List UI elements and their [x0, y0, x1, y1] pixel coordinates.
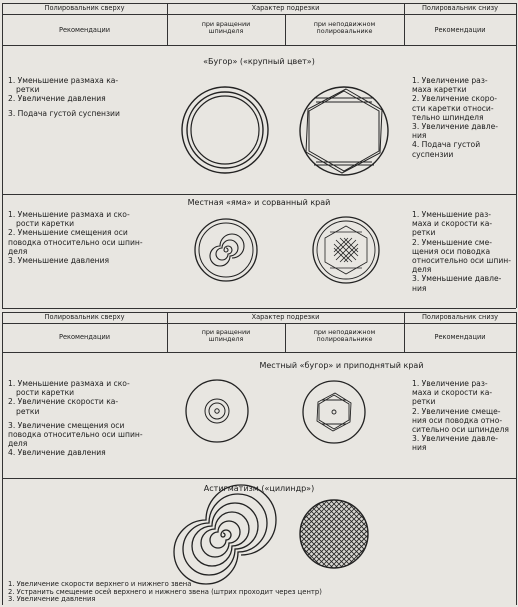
header2-fixed-polisher: при неподвижном полировальнике [313, 328, 376, 344]
header2-rotating-spindle: при вращении шпинделя [201, 328, 251, 344]
header2-polisher-bottom: Полировальник снизу [421, 313, 499, 321]
section-title-bump: «Бугор» («крупный цвет») [203, 57, 315, 66]
diagram-bump-fixed [294, 74, 394, 186]
diagram-local-bump-fixed [300, 378, 368, 446]
diagram-local-bump-rotating [184, 378, 250, 444]
header2-polisher-top: Полировальник сверху [44, 313, 125, 321]
header-fixed-polisher: при неподвижном полировальнике [313, 20, 376, 36]
section-pit-right-text: 1. Уменьшение раз- маха и скорости ка- ретки 2. Уменьшение сме- щения оси поводка относительно оси шпин- деля 3. Уменьшение давле- ния [412, 210, 511, 293]
header2-recommendations-right: Рекомендации [434, 333, 486, 341]
section-title-local-bump: Местный «бугор» и приподнятый край [259, 361, 424, 370]
header2-cut-character: Характер подрезки [251, 313, 320, 321]
section-local-bump-right-text: 1. Увеличение раз- маха и скорости ка- ретки 2. Увеличение смеще- ния оси поводка отно- сительно оси шпинделя 3. Увеличение давле- ния [412, 379, 509, 453]
header-polisher-bottom: Полировальник снизу [421, 4, 499, 12]
header-rotating-spindle: при вращении шпинделя [201, 20, 251, 36]
header2-recommendations-left: Рекомендации [58, 333, 111, 341]
header-recommendations-left: Рекомендации [58, 26, 111, 34]
header-cut-character: Характер подрезки [251, 4, 320, 12]
diagram-bump-rotating [180, 74, 270, 186]
section-title-astigmatism: Астигматизм («цилиндр») [203, 484, 315, 493]
diagram-pit-fixed [310, 214, 382, 286]
section-bump-left-text: 1. Уменьшение размаха ка- ретки 2. Увеличение давления 3. Подача густой суспензии [8, 76, 120, 118]
header-recommendations-right: Рекомендации [434, 26, 486, 34]
diagram-astigmatism-fixed [298, 498, 370, 570]
astigmatism-notes: 1. Увеличение скорости верхнего и нижнего звена 2. Устранить смещение осей верхнего и нижнего звена (штрих проходит через центр) 3. Увеличение давления [8, 580, 322, 604]
header-polisher-top: Полировальник сверху [44, 4, 125, 12]
diagram-pit-rotating [193, 217, 259, 283]
diagram-astigmatism-rotating [184, 496, 262, 574]
section-pit-left-text: 1. Уменьшение размаха и ско- рости каретки 2. Уменьшение смещения оси поводка относительно оси шпин- деля 3. Уменьшение давления [8, 210, 143, 266]
section-title-pit: Местная «яма» и сорванный край [187, 198, 331, 207]
section-bump-right-text: 1. Увеличение раз- маха каретки 2. Увеличение скоро- сти каретки относи- тельно шпинделя 3. Увеличение давле- ния 4. Подача густой суспензии [412, 76, 499, 159]
section-local-bump-left-text: 1. Уменьшение размаха и ско- рости каретки 2. Увеличение скорости ка- ретки 3. Увеличение смещения оси поводка относительно оси шпин- деля 4. Увеличение давления [8, 379, 143, 458]
